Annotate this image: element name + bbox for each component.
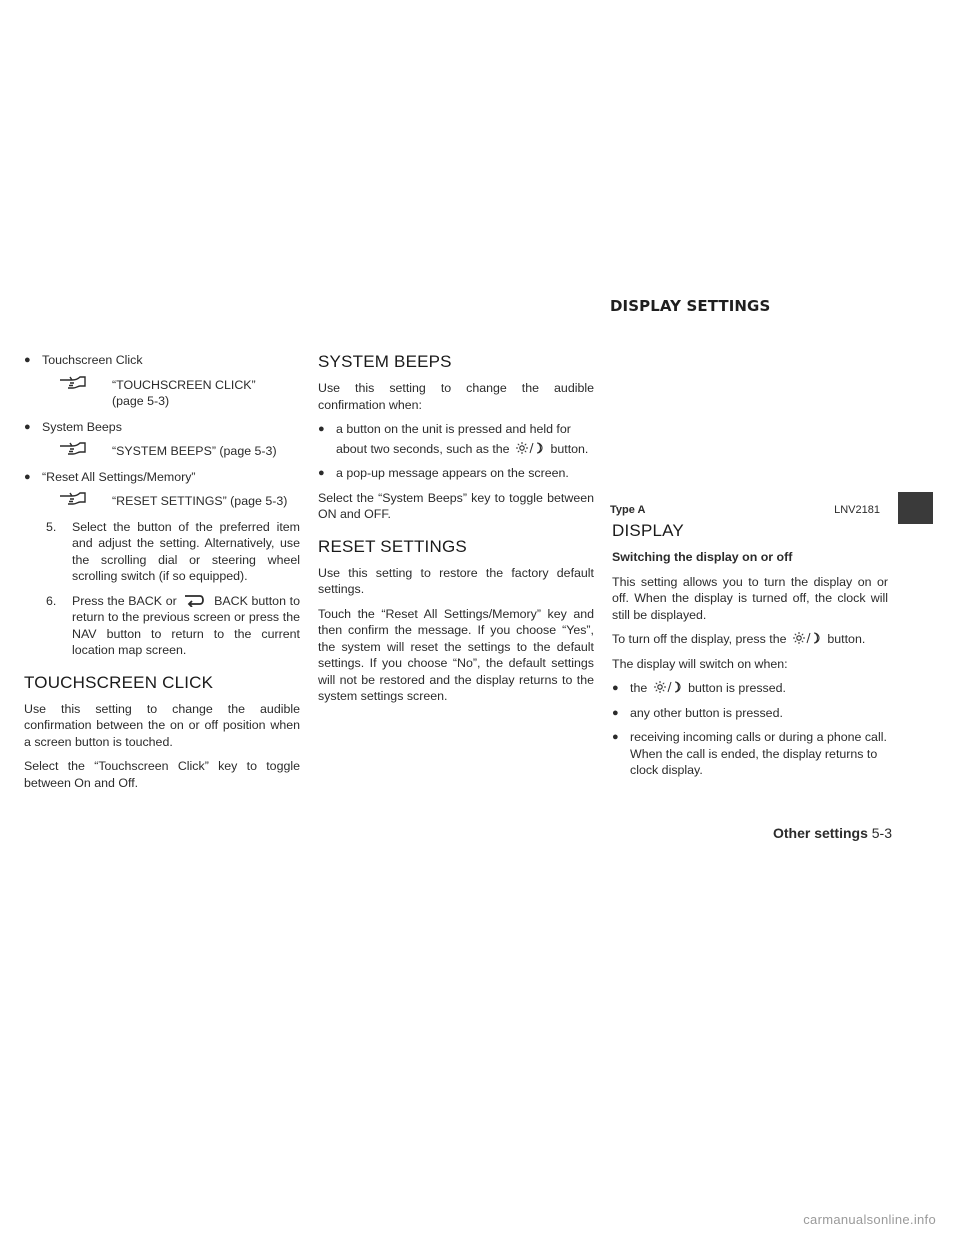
watermark: carmanualsonline.info (803, 1212, 936, 1227)
figure-caption (610, 502, 880, 519)
paragraph-post: button. (827, 632, 866, 646)
list-item (612, 705, 888, 722)
paragraph: Select the “Touchscreen Click” key to toggle between On and Off. (24, 759, 300, 790)
figure-label: Type A (610, 504, 646, 516)
bullet-text: a pop-up message appears on the screen. (336, 466, 569, 480)
bullet-text: “Reset All Settings/Memory” (42, 469, 196, 484)
page-reference (24, 493, 300, 510)
step-6 (24, 593, 300, 659)
step-number: 6. (46, 593, 57, 608)
list-item (612, 680, 888, 697)
paragraph (612, 631, 888, 648)
bullet-text: receiving incoming calls or during a phone call. When the call is ended, the display returns to clock display. (630, 730, 887, 777)
bullet-text: Touchscreen Click (42, 353, 143, 367)
page-reference (24, 377, 300, 410)
brightness-display-icon (792, 631, 822, 645)
list-item (318, 465, 594, 482)
list-item (612, 729, 888, 779)
paragraph: Select the “System Beeps” key to toggle between ON and OFF. (318, 490, 594, 521)
bullet-icon: ● (24, 470, 31, 483)
bullet-icon: ● (318, 423, 325, 435)
paragraph: Use this setting to change the audible confirmation between the on or off position when a screen button is touched. (24, 701, 300, 749)
reference-hand-icon (58, 489, 88, 507)
paragraph: The display will switch on when: (612, 656, 788, 671)
column-3 (612, 521, 888, 787)
bullet-text-post: button is pressed. (688, 681, 786, 695)
step-text-post: BACK button to return to the previous screen or press the NAV button to return to the current location map screen. (72, 593, 300, 657)
bullet-text-post: button. (550, 441, 589, 456)
bullet-icon: ● (612, 706, 619, 719)
reference-text: “RESET SETTINGS” (page 5-3) (112, 494, 288, 508)
bullet-icon: ● (24, 420, 31, 433)
column-1 (24, 352, 300, 799)
paragraph: Use this setting to change the audible confirmation when: (318, 381, 594, 412)
reference-text: “SYSTEM BEEPS” (page 5-3) (112, 444, 277, 458)
list-item (318, 421, 594, 457)
chapter-tab (898, 492, 933, 524)
touchscreen-click-heading: TOUCHSCREEN CLICK (24, 672, 214, 692)
step-text-pre: Press the BACK or (72, 593, 177, 608)
bullet-icon: ● (24, 354, 31, 366)
bullet-icon: ● (318, 467, 325, 479)
footer-page-number: 5-3 (871, 825, 892, 841)
footer-section: Other settings (772, 825, 868, 841)
step-number: 5. (46, 519, 57, 534)
reference-text: (page 5-3) (112, 394, 170, 408)
list-item (24, 352, 300, 369)
step-5 (24, 519, 300, 585)
bullet-text: any other button is pressed. (630, 705, 783, 720)
bullet-icon: ● (612, 682, 619, 694)
list-item (24, 419, 300, 436)
reset-settings-heading: RESET SETTINGS (318, 536, 467, 556)
figure-code: LNV2181 (834, 504, 880, 516)
bullet-text-pre: about two seconds, such as the (336, 441, 510, 456)
paragraph: Use this setting to restore the factory default settings. (318, 565, 594, 596)
paragraph-pre: To turn off the display, press the (612, 632, 787, 646)
section-title: DISPLAY SETTINGS (610, 297, 771, 315)
column-2 (318, 352, 594, 713)
bullet-text-pre: the (630, 681, 648, 695)
bullet-text-line2 (336, 441, 594, 458)
display-heading: DISPLAY (612, 521, 684, 540)
paragraph: This setting allows you to turn the display on or off. When the display is turned off, the clock will still be displayed. (612, 574, 888, 622)
list-item (24, 469, 300, 486)
page-reference (24, 443, 300, 460)
bullet-icon: ● (612, 731, 619, 743)
step-text: Select the button of the preferred item and adjust the setting. Alternatively, use the scrolling dial or steering wheel scrolling switch (if so equipped). (72, 519, 300, 583)
back-arrow-icon (182, 593, 208, 607)
bullet-text: a button on the unit is pressed and held for (336, 422, 571, 436)
reference-hand-icon (58, 373, 88, 391)
subheading: Switching the display on or off (612, 550, 793, 564)
paragraph: Touch the “Reset All Settings/Memory” key and then confirm the message. If you choose “Yes”, the system will reset the settings to the default settings. If you choose “No”, the default settings will not be restored and the display returns to the system settings screen. (318, 606, 594, 703)
bullet-text: System Beeps (42, 419, 122, 434)
page-footer (773, 825, 892, 842)
reference-hand-icon (58, 439, 88, 457)
brightness-display-icon (653, 680, 683, 694)
system-beeps-heading: SYSTEM BEEPS (318, 352, 452, 371)
brightness-display-icon (515, 441, 545, 455)
reference-text: “TOUCHSCREEN CLICK” (112, 377, 256, 392)
